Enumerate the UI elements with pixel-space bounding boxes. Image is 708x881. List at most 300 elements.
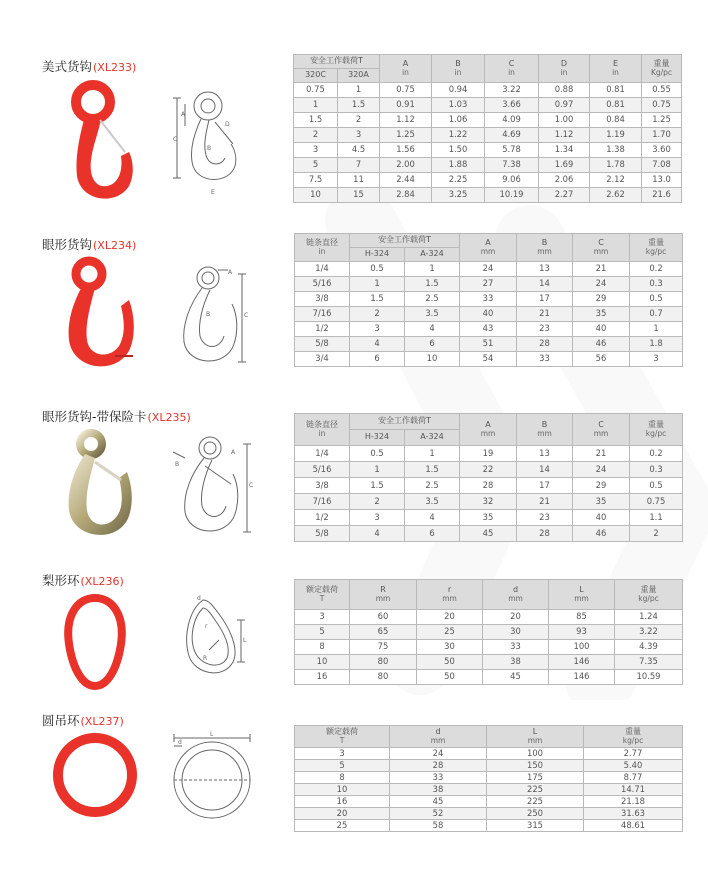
svg-text:d: d bbox=[178, 739, 182, 746]
table-cell: 1.8 bbox=[630, 337, 683, 352]
table-cell: 5 bbox=[295, 760, 390, 772]
table-cell: 2.5 bbox=[405, 478, 460, 494]
table-cell: 35 bbox=[460, 510, 517, 526]
table-cell: 3 bbox=[630, 352, 683, 367]
table-cell: 1.5 bbox=[405, 462, 460, 478]
header-safe-load: 安全工作载荷T bbox=[350, 414, 460, 430]
table-cell: 40 bbox=[573, 322, 630, 337]
table-cell: 1.03 bbox=[432, 98, 485, 113]
table-row bbox=[294, 83, 682, 98]
table-cell: 100 bbox=[487, 748, 584, 760]
table-cell: 150 bbox=[487, 760, 584, 772]
spec-table-xl236 bbox=[294, 579, 683, 685]
table-cell: 5.40 bbox=[584, 760, 683, 772]
table-cell: 0.5 bbox=[350, 446, 405, 462]
table-cell: 4.39 bbox=[615, 640, 683, 655]
table-cell: 40 bbox=[573, 510, 630, 526]
header-rated-load: 额定载荷 T bbox=[295, 580, 350, 610]
table-cell: 10.19 bbox=[485, 188, 539, 203]
table-cell: 24 bbox=[460, 262, 517, 277]
table-row bbox=[295, 640, 683, 655]
table-cell: 20 bbox=[295, 808, 390, 820]
table-cell: 3/8 bbox=[295, 478, 350, 494]
table-cell: 43 bbox=[460, 322, 517, 337]
table-cell: 13.0 bbox=[642, 173, 682, 188]
table-cell: 10.59 bbox=[615, 670, 683, 685]
table-cell: 1.5 bbox=[338, 98, 380, 113]
table-cell: 100 bbox=[549, 640, 615, 655]
table-cell: 1.70 bbox=[642, 128, 682, 143]
spec-table-xl237 bbox=[294, 725, 683, 832]
table-row bbox=[295, 462, 683, 478]
table-row bbox=[295, 478, 683, 494]
table-row bbox=[295, 352, 683, 367]
table-row bbox=[295, 446, 683, 462]
table-cell: 0.91 bbox=[380, 98, 432, 113]
table-cell: 7.5 bbox=[294, 173, 338, 188]
table-cell: 32 bbox=[460, 494, 517, 510]
table-cell: 38 bbox=[390, 784, 487, 796]
safety-latch-hook-dimension-drawing bbox=[165, 432, 260, 547]
table-row bbox=[295, 277, 683, 292]
svg-text:E: E bbox=[211, 189, 215, 196]
svg-text:B: B bbox=[207, 145, 212, 152]
table-cell: 14 bbox=[517, 277, 573, 292]
header-b: B in bbox=[432, 55, 485, 83]
table-row bbox=[295, 322, 683, 337]
table-cell: 0.3 bbox=[630, 277, 683, 292]
svg-text:B: B bbox=[206, 311, 211, 318]
header-chain-diameter: 链条直径 in bbox=[295, 414, 350, 446]
table-cell: 22 bbox=[460, 462, 517, 478]
table-cell: 4.69 bbox=[485, 128, 539, 143]
table-cell: 1.34 bbox=[539, 143, 590, 158]
table-row bbox=[295, 307, 683, 322]
table-cell: 1.12 bbox=[380, 113, 432, 128]
section-title-xl233: 美式货钩(XL233) bbox=[42, 59, 137, 74]
table-cell: 60 bbox=[350, 610, 417, 625]
table-cell: 2.84 bbox=[380, 188, 432, 203]
table-cell: 4 bbox=[405, 322, 460, 337]
table-row bbox=[294, 98, 682, 113]
table-cell: 1.25 bbox=[642, 113, 682, 128]
table-row bbox=[295, 808, 683, 820]
table-cell: 28 bbox=[517, 337, 573, 352]
table-row bbox=[295, 610, 683, 625]
table-cell: 21 bbox=[573, 262, 630, 277]
table-cell: 93 bbox=[549, 625, 615, 640]
table-cell: 20 bbox=[417, 610, 483, 625]
table-cell: 0.3 bbox=[630, 462, 683, 478]
table-cell: 16 bbox=[295, 796, 390, 808]
table-cell: 80 bbox=[350, 670, 417, 685]
table-cell: 3.66 bbox=[485, 98, 539, 113]
table-cell: 24 bbox=[573, 277, 630, 292]
table-body bbox=[295, 748, 683, 832]
table-cell: 3.5 bbox=[405, 494, 460, 510]
table-cell: 33 bbox=[460, 292, 517, 307]
table-row bbox=[295, 510, 683, 526]
table-cell: 0.94 bbox=[432, 83, 485, 98]
header-a: A in bbox=[380, 55, 432, 83]
table-cell: 1.22 bbox=[432, 128, 485, 143]
svg-text:A: A bbox=[228, 269, 233, 276]
table-cell: 54 bbox=[460, 352, 517, 367]
spec-table-xl233 bbox=[293, 54, 682, 203]
table-cell: 2.5 bbox=[405, 292, 460, 307]
table-cell: 25 bbox=[417, 625, 483, 640]
clevis-hook-photo bbox=[55, 256, 140, 381]
table-cell: 7.38 bbox=[485, 158, 539, 173]
table-row bbox=[295, 625, 683, 640]
table-cell: 0.75 bbox=[630, 494, 683, 510]
svg-text:L: L bbox=[243, 637, 247, 644]
header-chain-diameter: 链条直径 in bbox=[295, 234, 350, 262]
table-body bbox=[295, 610, 683, 685]
table-cell: 2 bbox=[350, 494, 405, 510]
table-cell: 27 bbox=[460, 277, 517, 292]
table-cell: 146 bbox=[549, 670, 615, 685]
table-row bbox=[295, 526, 683, 542]
table-cell: 1.56 bbox=[380, 143, 432, 158]
table-cell: 1 bbox=[350, 277, 405, 292]
table-cell: 1.78 bbox=[590, 158, 642, 173]
table-cell: 1/2 bbox=[295, 510, 350, 526]
table-cell: 40 bbox=[460, 307, 517, 322]
table-cell: 2.62 bbox=[590, 188, 642, 203]
table-cell: 3/8 bbox=[295, 292, 350, 307]
table-cell: 30 bbox=[417, 640, 483, 655]
table-cell: 23 bbox=[517, 510, 573, 526]
header-a: A mm bbox=[460, 414, 517, 446]
header-weight: 重量 kg/pc bbox=[630, 414, 683, 446]
table-cell: 80 bbox=[350, 655, 417, 670]
section-title-xl237: 圆吊环(XL237) bbox=[42, 713, 124, 728]
header-d: d mm bbox=[390, 726, 487, 748]
table-row bbox=[294, 113, 682, 128]
table-cell: 2.44 bbox=[380, 173, 432, 188]
table-cell: 2.27 bbox=[539, 188, 590, 203]
table-cell: 1.1 bbox=[630, 510, 683, 526]
table-cell: 1/4 bbox=[295, 446, 350, 462]
table-cell: 1.00 bbox=[539, 113, 590, 128]
table-cell: 7/16 bbox=[295, 494, 350, 510]
table-cell: 1 bbox=[294, 98, 338, 113]
table-cell: 30 bbox=[483, 625, 549, 640]
table-cell: 21 bbox=[517, 494, 573, 510]
table-cell: 0.5 bbox=[350, 262, 405, 277]
eye-hook-dimension-drawing bbox=[165, 86, 250, 196]
svg-text:L: L bbox=[210, 731, 214, 738]
table-cell: 10 bbox=[294, 188, 338, 203]
table-cell: 2.77 bbox=[584, 748, 683, 760]
table-cell: 20 bbox=[483, 610, 549, 625]
table-cell: 52 bbox=[390, 808, 487, 820]
table-cell: 56 bbox=[573, 352, 630, 367]
table-cell: 13 bbox=[517, 262, 573, 277]
spec-table-xl235 bbox=[294, 413, 683, 542]
table-cell: 75 bbox=[350, 640, 417, 655]
svg-text:A: A bbox=[181, 111, 186, 118]
table-cell: 46 bbox=[573, 526, 630, 542]
table-cell: 14.71 bbox=[584, 784, 683, 796]
header-r-small: r mm bbox=[417, 580, 483, 610]
table-row bbox=[295, 820, 683, 832]
table-cell: 0.97 bbox=[539, 98, 590, 113]
table-cell: 33 bbox=[390, 772, 487, 784]
header-rated-load: 额定载荷 T bbox=[295, 726, 390, 748]
table-cell: 1.25 bbox=[380, 128, 432, 143]
table-cell: 250 bbox=[487, 808, 584, 820]
table-row bbox=[295, 655, 683, 670]
table-cell: 6 bbox=[350, 352, 405, 367]
table-cell: 7/16 bbox=[295, 307, 350, 322]
spec-table-xl234 bbox=[294, 233, 683, 367]
table-cell: 31.63 bbox=[584, 808, 683, 820]
table-cell: 45 bbox=[483, 670, 549, 685]
table-cell: 4 bbox=[350, 526, 405, 542]
header-weight: 重量 kg/pc bbox=[630, 234, 683, 262]
table-cell: 3 bbox=[295, 610, 350, 625]
table-cell: 46 bbox=[573, 337, 630, 352]
table-cell: 315 bbox=[487, 820, 584, 832]
table-cell: 1.38 bbox=[590, 143, 642, 158]
table-cell: 45 bbox=[460, 526, 517, 542]
header-d: D in bbox=[539, 55, 590, 83]
svg-text:R: R bbox=[203, 655, 208, 662]
table-cell: 5 bbox=[295, 625, 350, 640]
table-cell: 2.00 bbox=[380, 158, 432, 173]
table-cell: 50 bbox=[417, 670, 483, 685]
table-cell: 1.5 bbox=[294, 113, 338, 128]
section-title-xl235: 眼形货钩-带保险卡(XL235) bbox=[42, 409, 191, 424]
table-cell: 16 bbox=[295, 670, 350, 685]
pear-link-dimension-drawing bbox=[175, 590, 260, 685]
section-title-xl234: 眼形货钩(XL234) bbox=[42, 237, 137, 252]
table-cell: 13 bbox=[517, 446, 573, 462]
table-row bbox=[294, 188, 682, 203]
table-cell: 21.18 bbox=[584, 796, 683, 808]
table-cell: 28 bbox=[390, 760, 487, 772]
header-weight: 重量 kg/pc bbox=[615, 580, 683, 610]
table-cell: 1.24 bbox=[615, 610, 683, 625]
table-cell: 0.88 bbox=[539, 83, 590, 98]
table-cell: 6 bbox=[405, 337, 460, 352]
table-cell: 1 bbox=[405, 446, 460, 462]
table-cell: 3.22 bbox=[615, 625, 683, 640]
header-c: C mm bbox=[573, 414, 630, 446]
header-h324: H-324 bbox=[350, 430, 405, 446]
table-cell: 33 bbox=[483, 640, 549, 655]
table-cell: 8 bbox=[295, 640, 350, 655]
table-cell: 51 bbox=[460, 337, 517, 352]
table-cell: 0.81 bbox=[590, 98, 642, 113]
header-b: B mm bbox=[517, 234, 573, 262]
table-cell: 4 bbox=[405, 510, 460, 526]
table-cell: 33 bbox=[517, 352, 573, 367]
table-cell: 0.84 bbox=[590, 113, 642, 128]
table-cell: 10 bbox=[295, 784, 390, 796]
svg-text:d: d bbox=[197, 595, 201, 602]
table-cell: 21 bbox=[573, 446, 630, 462]
table-cell: 7.08 bbox=[642, 158, 682, 173]
table-cell: 146 bbox=[549, 655, 615, 670]
svg-text:r: r bbox=[205, 623, 208, 630]
table-cell: 2 bbox=[294, 128, 338, 143]
table-cell: 4 bbox=[350, 337, 405, 352]
table-cell: 38 bbox=[483, 655, 549, 670]
table-cell: 5/16 bbox=[295, 277, 350, 292]
table-cell: 6 bbox=[405, 526, 460, 542]
table-cell: 17 bbox=[517, 292, 573, 307]
table-cell: 15 bbox=[338, 188, 380, 203]
table-cell: 0.5 bbox=[630, 478, 683, 494]
table-cell: 3 bbox=[350, 510, 405, 526]
table-cell: 0.55 bbox=[642, 83, 682, 98]
table-cell: 1.5 bbox=[405, 277, 460, 292]
table-cell: 7 bbox=[338, 158, 380, 173]
table-cell: 1/2 bbox=[295, 322, 350, 337]
table-cell: 8 bbox=[295, 772, 390, 784]
table-cell: 0.2 bbox=[630, 262, 683, 277]
table-row bbox=[294, 173, 682, 188]
table-cell: 24 bbox=[390, 748, 487, 760]
table-cell: 2 bbox=[630, 526, 683, 542]
table-cell: 5/8 bbox=[295, 337, 350, 352]
header-d: d mm bbox=[483, 580, 549, 610]
table-cell: 45 bbox=[390, 796, 487, 808]
table-cell: 1 bbox=[350, 462, 405, 478]
table-cell: 7.35 bbox=[615, 655, 683, 670]
header-a324: A-324 bbox=[405, 430, 460, 446]
header-320c: 320C bbox=[294, 69, 338, 83]
table-cell: 0.75 bbox=[380, 83, 432, 98]
header-safe-load: 安全工作载荷T bbox=[294, 55, 380, 69]
safety-latch-hook-photo bbox=[55, 428, 140, 553]
table-cell: 10 bbox=[405, 352, 460, 367]
header-weight: 重量 Kg/pc bbox=[642, 55, 682, 83]
table-cell: 3 bbox=[295, 748, 390, 760]
table-cell: 25 bbox=[295, 820, 390, 832]
table-cell: 1.88 bbox=[432, 158, 485, 173]
clevis-hook-dimension-drawing bbox=[160, 262, 255, 377]
header-r-big: R mm bbox=[350, 580, 417, 610]
table-cell: 3.22 bbox=[485, 83, 539, 98]
table-cell: 85 bbox=[549, 610, 615, 625]
table-body bbox=[295, 446, 683, 542]
table-cell: 2 bbox=[350, 307, 405, 322]
table-row bbox=[295, 784, 683, 796]
table-cell: 1.12 bbox=[539, 128, 590, 143]
header-e: E in bbox=[590, 55, 642, 83]
table-cell: 1.06 bbox=[432, 113, 485, 128]
table-cell: 3 bbox=[294, 143, 338, 158]
table-cell: 48.61 bbox=[584, 820, 683, 832]
header-c: C mm bbox=[573, 234, 630, 262]
table-cell: 5.78 bbox=[485, 143, 539, 158]
table-cell: 35 bbox=[573, 307, 630, 322]
table-cell: 29 bbox=[573, 292, 630, 307]
svg-text:D: D bbox=[225, 121, 230, 128]
table-row bbox=[295, 670, 683, 685]
table-cell: 28 bbox=[460, 478, 517, 494]
table-cell: 1/4 bbox=[295, 262, 350, 277]
table-cell: 3.5 bbox=[405, 307, 460, 322]
table-cell: 2.06 bbox=[539, 173, 590, 188]
table-row bbox=[295, 262, 683, 277]
table-cell: 1.50 bbox=[432, 143, 485, 158]
round-ring-photo bbox=[50, 730, 140, 820]
table-cell: 0.2 bbox=[630, 446, 683, 462]
svg-text:B: B bbox=[175, 461, 180, 468]
table-cell: 0.7 bbox=[630, 307, 683, 322]
svg-text:C: C bbox=[173, 136, 178, 143]
table-cell: 10 bbox=[295, 655, 350, 670]
table-cell: 225 bbox=[487, 796, 584, 808]
table-cell: 2.25 bbox=[432, 173, 485, 188]
header-b: B mm bbox=[517, 414, 573, 446]
table-cell: 17 bbox=[517, 478, 573, 494]
table-cell: 4.09 bbox=[485, 113, 539, 128]
header-h324: H-324 bbox=[350, 248, 405, 262]
header-a: A mm bbox=[460, 234, 517, 262]
table-cell: 0.75 bbox=[294, 83, 338, 98]
header-320a: 320A bbox=[338, 69, 380, 83]
header-c: C in bbox=[485, 55, 539, 83]
table-row bbox=[295, 494, 683, 510]
table-cell: 5/8 bbox=[295, 526, 350, 542]
eye-hook-photo bbox=[55, 78, 140, 208]
table-row bbox=[294, 158, 682, 173]
pear-link-photo bbox=[55, 592, 135, 692]
header-a324: A-324 bbox=[405, 248, 460, 262]
table-cell: 28 bbox=[517, 526, 573, 542]
svg-text:C: C bbox=[244, 312, 249, 319]
table-body bbox=[294, 83, 682, 203]
table-cell: 21 bbox=[517, 307, 573, 322]
table-row bbox=[295, 760, 683, 772]
table-cell: 1 bbox=[338, 83, 380, 98]
table-row bbox=[295, 772, 683, 784]
table-cell: 23 bbox=[517, 322, 573, 337]
table-cell: 11 bbox=[338, 173, 380, 188]
table-cell: 5 bbox=[294, 158, 338, 173]
table-cell: 3 bbox=[350, 322, 405, 337]
table-cell: 3.25 bbox=[432, 188, 485, 203]
header-l: L mm bbox=[487, 726, 584, 748]
table-cell: 1.5 bbox=[350, 478, 405, 494]
table-cell: 2 bbox=[338, 113, 380, 128]
table-row bbox=[294, 143, 682, 158]
table-cell: 58 bbox=[390, 820, 487, 832]
table-row bbox=[295, 796, 683, 808]
table-cell: 9.06 bbox=[485, 173, 539, 188]
table-cell: 19 bbox=[460, 446, 517, 462]
round-ring-dimension-drawing bbox=[168, 730, 268, 825]
table-cell: 2.12 bbox=[590, 173, 642, 188]
table-cell: 29 bbox=[573, 478, 630, 494]
table-cell: 0.81 bbox=[590, 83, 642, 98]
table-cell: 24 bbox=[573, 462, 630, 478]
section-title-xl236: 梨形环(XL236) bbox=[42, 573, 124, 588]
table-cell: 1 bbox=[630, 322, 683, 337]
table-body bbox=[295, 262, 683, 367]
svg-text:A: A bbox=[231, 449, 236, 456]
table-cell: 50 bbox=[417, 655, 483, 670]
table-row bbox=[294, 128, 682, 143]
table-cell: 5/16 bbox=[295, 462, 350, 478]
header-l: L mm bbox=[549, 580, 615, 610]
